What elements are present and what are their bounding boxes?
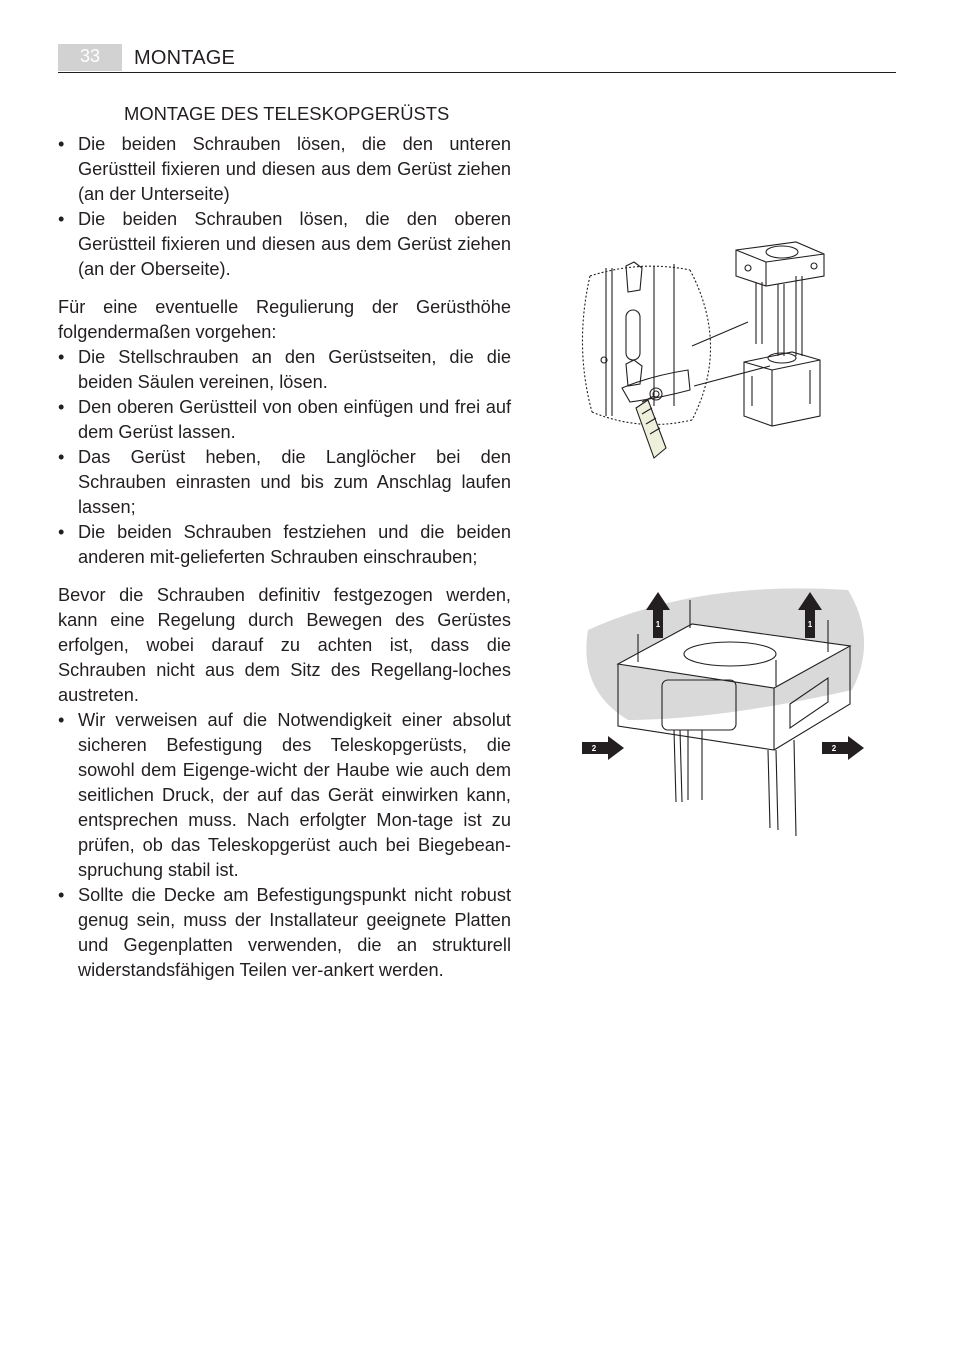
bullet-list-3 <box>58 708 511 983</box>
list-item: • Die beiden Schrauben festziehen und die beiden anderen mit-gelieferten Schrauben einschrauben; <box>58 520 511 570</box>
list-item: • Die Stellschrauben an den Gerüstseiten, die die beiden Säulen vereinen, lösen. <box>58 345 511 395</box>
list-item: • Den oberen Gerüstteil von oben einfügen und frei auf dem Gerüst lassen. <box>58 395 511 445</box>
arrow-label: 2 <box>591 744 597 753</box>
bullet-list-2 <box>58 345 511 570</box>
list-item: • Wir verweisen auf die Notwendigkeit einer absolut sicheren Befestigung des Teleskopgerüsts, die sowohl dem Eigenge-wicht der Haube wie auch dem seitlichen Druck, der auf das Gerät einwirken kann, entsprechen muss. Nach erfolgter Mon-tage ist zu prüfen, ob das Teleskopgerüst auch bei Biegebean-spruchung stabil ist. <box>58 708 511 883</box>
page-number: 33 <box>58 44 122 71</box>
arrow-label: 1 <box>655 620 661 629</box>
page-header <box>58 44 896 73</box>
list-item: • Das Gerüst heben, die Langlöcher bei den Schrauben einrasten und bis zum Anschlag laufen lassen; <box>58 445 511 520</box>
arrow-label: 1 <box>807 620 813 629</box>
body-text <box>58 102 511 983</box>
frame-removal-arrows-illustration <box>578 580 868 840</box>
list-item: • Sollte die Decke am Befestigungspunkt nicht robust genug sein, muss der Installateur geeignete Platten und Gegenplatten verwenden, die an strukturell widerstandsfähigen Teilen ver-ankert werden. <box>58 883 511 983</box>
section-title: MONTAGE <box>134 47 236 69</box>
subheading: MONTAGE DES TELESKOPGERÜSTS <box>124 103 450 124</box>
bullet-list-1 <box>58 132 511 282</box>
paragraph: Für eine eventuelle Regulierung der Gerüsthöhe folgendermaßen vorgehen: <box>58 297 511 342</box>
arrow-label: 2 <box>831 744 837 753</box>
telescopic-frame-screwdriver-illustration <box>570 236 840 466</box>
list-item: • Die beiden Schrauben lösen, die den oberen Gerüstteil fixieren und diesen aus dem Gerüst ziehen (an der Oberseite). <box>58 207 511 282</box>
paragraph: Bevor die Schrauben definitiv festgezogen werden, kann eine Regelung durch Bewegen des Gerüstes erfolgen, wobei darauf zu achten ist, dass die Schrauben nicht aus dem Sitz des Regellang-loches austreten. <box>58 585 511 705</box>
list-item: • Die beiden Schrauben lösen, die den unteren Gerüstteil fixieren und diesen aus dem Gerüst ziehen (an der Unterseite) <box>58 132 511 207</box>
